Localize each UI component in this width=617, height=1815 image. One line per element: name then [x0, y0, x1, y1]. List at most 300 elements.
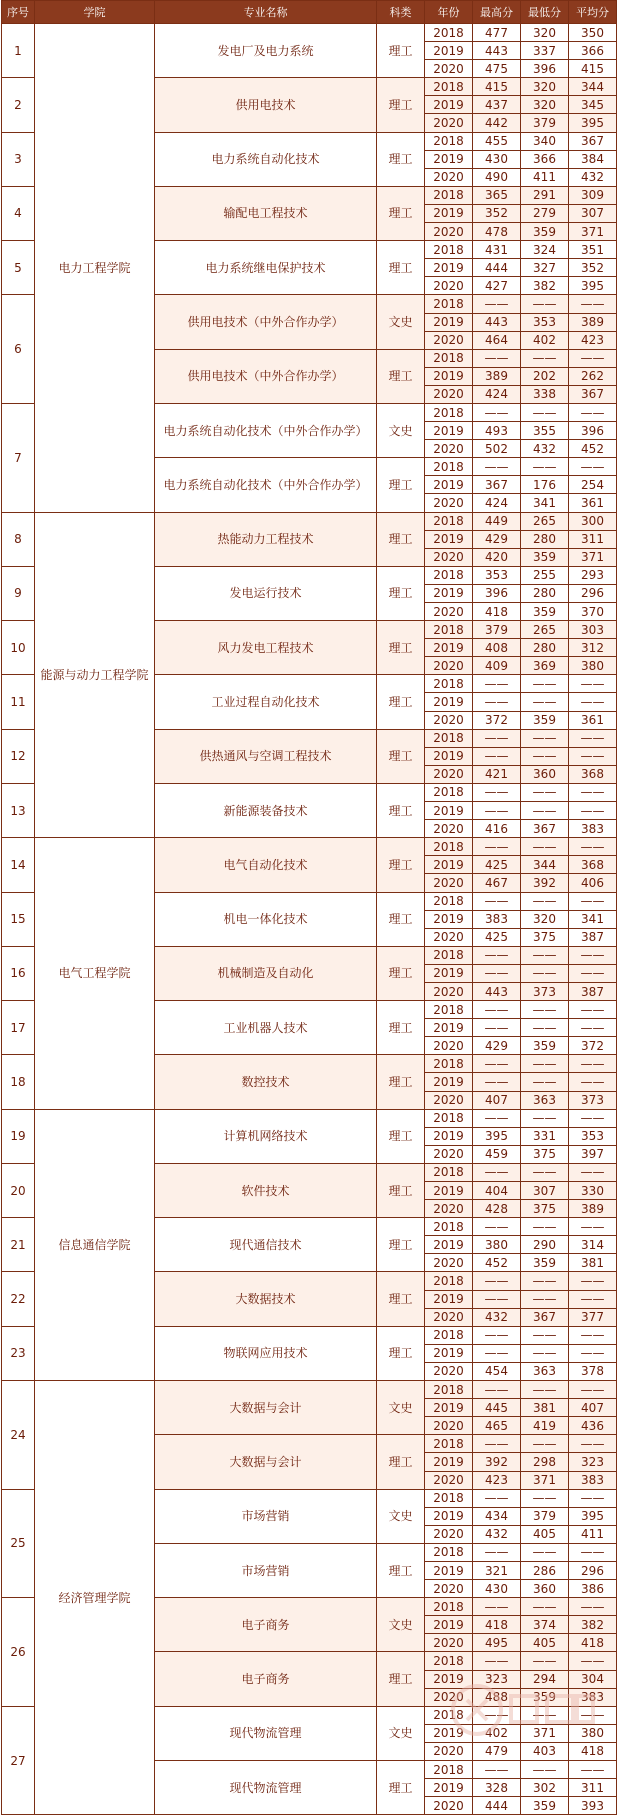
min-score-cell: 371: [521, 1471, 569, 1489]
year-cell: 2019: [425, 313, 473, 331]
min-score-cell: 359: [521, 1797, 569, 1815]
row-number: 2: [2, 78, 35, 132]
avg-score-cell: 262: [569, 367, 617, 385]
min-score-cell: 337: [521, 42, 569, 60]
max-score-cell: ——: [473, 946, 521, 964]
min-score-cell: 294: [521, 1670, 569, 1688]
table-body: [2, 24, 617, 1815]
max-score-cell: 465: [473, 1417, 521, 1435]
major-name: 发电厂及电力系统: [155, 24, 377, 78]
max-score-cell: 430: [473, 150, 521, 168]
max-score-cell: 467: [473, 874, 521, 892]
year-cell: 2019: [425, 42, 473, 60]
min-score-cell: ——: [521, 1055, 569, 1073]
row-number: 6: [2, 295, 35, 404]
max-score-cell: 415: [473, 78, 521, 96]
avg-score-cell: 423: [569, 331, 617, 349]
min-score-cell: ——: [521, 1163, 569, 1181]
avg-score-cell: 381: [569, 1254, 617, 1272]
year-cell: 2019: [425, 747, 473, 765]
avg-score-cell: ——: [569, 964, 617, 982]
year-cell: 2018: [425, 295, 473, 313]
min-score-cell: ——: [521, 1019, 569, 1037]
min-score-cell: 265: [521, 621, 569, 639]
min-score-cell: 375: [521, 1200, 569, 1218]
avg-score-cell: 309: [569, 186, 617, 204]
max-score-cell: 454: [473, 1362, 521, 1380]
min-score-cell: 320: [521, 910, 569, 928]
subject-category: 理工: [377, 783, 425, 837]
avg-score-cell: 300: [569, 512, 617, 530]
year-cell: 2019: [425, 367, 473, 385]
avg-score-cell: 383: [569, 1471, 617, 1489]
max-score-cell: ——: [473, 783, 521, 801]
row-number: 3: [2, 132, 35, 186]
year-cell: 2018: [425, 892, 473, 910]
table-row: [2, 1109, 617, 1127]
min-score-cell: ——: [521, 349, 569, 367]
min-score-cell: 320: [521, 78, 569, 96]
year-cell: 2018: [425, 349, 473, 367]
avg-score-cell: 395: [569, 277, 617, 295]
year-cell: 2018: [425, 1055, 473, 1073]
year-cell: 2018: [425, 512, 473, 530]
min-score-cell: ——: [521, 964, 569, 982]
min-score-cell: 360: [521, 1580, 569, 1598]
avg-score-cell: ——: [569, 1272, 617, 1290]
avg-score-cell: 377: [569, 1308, 617, 1326]
avg-score-cell: ——: [569, 1435, 617, 1453]
avg-score-cell: ——: [569, 1761, 617, 1779]
min-score-cell: ——: [521, 729, 569, 747]
max-score-cell: 442: [473, 114, 521, 132]
max-score-cell: ——: [473, 1290, 521, 1308]
min-score-cell: ——: [521, 693, 569, 711]
max-score-cell: ——: [473, 458, 521, 476]
subject-category: 理工: [377, 621, 425, 675]
min-score-cell: 324: [521, 241, 569, 259]
avg-score-cell: ——: [569, 1218, 617, 1236]
year-cell: 2019: [425, 1182, 473, 1200]
row-number: 10: [2, 621, 35, 675]
year-cell: 2019: [425, 964, 473, 982]
year-cell: 2020: [425, 1471, 473, 1489]
year-cell: 2018: [425, 783, 473, 801]
avg-score-cell: ——: [569, 1344, 617, 1362]
max-score-cell: ——: [473, 1109, 521, 1127]
max-score-cell: 383: [473, 910, 521, 928]
row-number: 8: [2, 512, 35, 566]
row-number: 19: [2, 1109, 35, 1163]
max-score-cell: ——: [473, 1381, 521, 1399]
avg-score-cell: 350: [569, 24, 617, 42]
year-cell: 2020: [425, 1742, 473, 1760]
min-score-cell: 340: [521, 132, 569, 150]
avg-score-cell: 323: [569, 1453, 617, 1471]
year-cell: 2020: [425, 223, 473, 241]
avg-score-cell: ——: [569, 1290, 617, 1308]
max-score-cell: 379: [473, 621, 521, 639]
avg-score-cell: 330: [569, 1182, 617, 1200]
major-name: 大数据与会计: [155, 1435, 377, 1489]
subject-category: 理工: [377, 24, 425, 78]
min-score-cell: 359: [521, 548, 569, 566]
avg-score-cell: 382: [569, 1616, 617, 1634]
min-score-cell: 432: [521, 440, 569, 458]
major-name: 供热通风与空调工程技术: [155, 729, 377, 783]
max-score-cell: ——: [473, 747, 521, 765]
max-score-cell: ——: [473, 1761, 521, 1779]
year-cell: 2018: [425, 729, 473, 747]
row-number: 1: [2, 24, 35, 78]
avg-score-cell: 303: [569, 621, 617, 639]
max-score-cell: ——: [473, 802, 521, 820]
avg-score-cell: 368: [569, 765, 617, 783]
max-score-cell: 420: [473, 548, 521, 566]
max-score-cell: 425: [473, 856, 521, 874]
avg-score-cell: 395: [569, 1507, 617, 1525]
max-score-cell: ——: [473, 1001, 521, 1019]
avg-score-cell: ——: [569, 1055, 617, 1073]
max-score-cell: ——: [473, 1435, 521, 1453]
max-score-cell: 352: [473, 204, 521, 222]
subject-category: 理工: [377, 1272, 425, 1326]
max-score-cell: 389: [473, 367, 521, 385]
avg-score-cell: 418: [569, 1742, 617, 1760]
major-name: 电气自动化技术: [155, 838, 377, 892]
major-name: 现代物流管理: [155, 1706, 377, 1760]
max-score-cell: 443: [473, 313, 521, 331]
avg-score-cell: ——: [569, 1326, 617, 1344]
min-score-cell: ——: [521, 1543, 569, 1561]
year-cell: 2020: [425, 1634, 473, 1652]
year-cell: 2019: [425, 584, 473, 602]
year-cell: 2020: [425, 1308, 473, 1326]
avg-score-cell: ——: [569, 1489, 617, 1507]
max-score-cell: 409: [473, 657, 521, 675]
min-score-cell: ——: [521, 1073, 569, 1091]
major-name: 风力发电工程技术: [155, 621, 377, 675]
avg-score-cell: 393: [569, 1797, 617, 1815]
min-score-cell: ——: [521, 1290, 569, 1308]
max-score-cell: ——: [473, 403, 521, 421]
row-number: 13: [2, 783, 35, 837]
max-score-cell: ——: [473, 892, 521, 910]
max-score-cell: ——: [473, 295, 521, 313]
avg-score-cell: 406: [569, 874, 617, 892]
avg-score-cell: 351: [569, 241, 617, 259]
year-cell: 2018: [425, 1706, 473, 1724]
year-cell: 2019: [425, 802, 473, 820]
row-number: 20: [2, 1163, 35, 1217]
row-number: 16: [2, 946, 35, 1000]
major-name: 电子商务: [155, 1652, 377, 1706]
max-score-cell: 408: [473, 639, 521, 657]
min-score-cell: 265: [521, 512, 569, 530]
major-name: 电力系统继电保护技术: [155, 241, 377, 295]
min-score-cell: ——: [521, 1381, 569, 1399]
avg-score-cell: ——: [569, 675, 617, 693]
max-score-cell: 432: [473, 1308, 521, 1326]
avg-score-cell: 395: [569, 114, 617, 132]
year-cell: 2018: [425, 1001, 473, 1019]
year-cell: 2020: [425, 1091, 473, 1109]
avg-score-cell: ——: [569, 295, 617, 313]
year-cell: 2018: [425, 186, 473, 204]
subject-category: 文史: [377, 1381, 425, 1435]
row-number: 15: [2, 892, 35, 946]
max-score-cell: 434: [473, 1507, 521, 1525]
header-min-score: 最低分: [521, 1, 569, 24]
college-name: 信息通信学院: [35, 1109, 155, 1380]
subject-category: 理工: [377, 1326, 425, 1380]
year-cell: 2020: [425, 168, 473, 186]
min-score-cell: 369: [521, 657, 569, 675]
year-cell: 2019: [425, 1127, 473, 1145]
max-score-cell: ——: [473, 349, 521, 367]
min-score-cell: 327: [521, 259, 569, 277]
avg-score-cell: ——: [569, 1019, 617, 1037]
row-number: 17: [2, 1001, 35, 1055]
year-cell: 2020: [425, 711, 473, 729]
year-cell: 2020: [425, 928, 473, 946]
year-cell: 2020: [425, 820, 473, 838]
avg-score-cell: ——: [569, 1163, 617, 1181]
max-score-cell: 479: [473, 1742, 521, 1760]
year-cell: 2020: [425, 982, 473, 1000]
year-cell: 2018: [425, 946, 473, 964]
major-name: 工业机器人技术: [155, 1001, 377, 1055]
max-score-cell: 396: [473, 584, 521, 602]
max-score-cell: ——: [473, 1073, 521, 1091]
min-score-cell: 374: [521, 1616, 569, 1634]
max-score-cell: 380: [473, 1236, 521, 1254]
year-cell: 2019: [425, 1779, 473, 1797]
min-score-cell: ——: [521, 838, 569, 856]
max-score-cell: 328: [473, 1779, 521, 1797]
avg-score-cell: 367: [569, 385, 617, 403]
college-name: 能源与动力工程学院: [35, 512, 155, 838]
header-avg-score: 平均分: [569, 1, 617, 24]
subject-category: 文史: [377, 1706, 425, 1760]
year-cell: 2020: [425, 548, 473, 566]
avg-score-cell: 367: [569, 132, 617, 150]
min-score-cell: ——: [521, 802, 569, 820]
subject-category: 理工: [377, 186, 425, 240]
year-cell: 2018: [425, 1652, 473, 1670]
avg-score-cell: 344: [569, 78, 617, 96]
row-number: 18: [2, 1055, 35, 1109]
avg-score-cell: 396: [569, 422, 617, 440]
max-score-cell: 459: [473, 1145, 521, 1163]
year-cell: 2019: [425, 1290, 473, 1308]
max-score-cell: ——: [473, 675, 521, 693]
min-score-cell: 280: [521, 584, 569, 602]
max-score-cell: 495: [473, 1634, 521, 1652]
min-score-cell: 359: [521, 711, 569, 729]
max-score-cell: 432: [473, 1525, 521, 1543]
year-cell: 2019: [425, 1561, 473, 1579]
max-score-cell: 430: [473, 1580, 521, 1598]
min-score-cell: 375: [521, 1145, 569, 1163]
min-score-cell: ——: [521, 1761, 569, 1779]
max-score-cell: 321: [473, 1561, 521, 1579]
subject-category: 文史: [377, 1598, 425, 1652]
year-cell: 2019: [425, 259, 473, 277]
max-score-cell: 424: [473, 385, 521, 403]
max-score-cell: 404: [473, 1182, 521, 1200]
year-cell: 2019: [425, 1724, 473, 1742]
college-name: 经济管理学院: [35, 1381, 155, 1815]
max-score-cell: 418: [473, 1616, 521, 1634]
max-score-cell: 488: [473, 1688, 521, 1706]
min-score-cell: 176: [521, 476, 569, 494]
max-score-cell: ——: [473, 1489, 521, 1507]
max-score-cell: ——: [473, 1326, 521, 1344]
year-cell: 2020: [425, 1797, 473, 1815]
min-score-cell: 298: [521, 1453, 569, 1471]
year-cell: 2018: [425, 1272, 473, 1290]
min-score-cell: ——: [521, 1109, 569, 1127]
min-score-cell: ——: [521, 747, 569, 765]
max-score-cell: ——: [473, 1055, 521, 1073]
college-name: 电气工程学院: [35, 838, 155, 1109]
min-score-cell: 405: [521, 1525, 569, 1543]
min-score-cell: ——: [521, 1001, 569, 1019]
max-score-cell: 365: [473, 186, 521, 204]
avg-score-cell: 371: [569, 548, 617, 566]
max-score-cell: 449: [473, 512, 521, 530]
avg-score-cell: ——: [569, 783, 617, 801]
max-score-cell: 452: [473, 1254, 521, 1272]
min-score-cell: 373: [521, 982, 569, 1000]
year-cell: 2018: [425, 78, 473, 96]
min-score-cell: 367: [521, 820, 569, 838]
subject-category: 理工: [377, 675, 425, 729]
year-cell: 2020: [425, 1254, 473, 1272]
year-cell: 2018: [425, 1598, 473, 1616]
max-score-cell: 392: [473, 1453, 521, 1471]
max-score-cell: 455: [473, 132, 521, 150]
avg-score-cell: 307: [569, 204, 617, 222]
min-score-cell: 392: [521, 874, 569, 892]
min-score-cell: 411: [521, 168, 569, 186]
year-cell: 2018: [425, 621, 473, 639]
year-cell: 2019: [425, 96, 473, 114]
max-score-cell: ——: [473, 693, 521, 711]
major-name: 市场营销: [155, 1543, 377, 1597]
year-cell: 2020: [425, 1525, 473, 1543]
subject-category: 理工: [377, 1163, 425, 1217]
min-score-cell: 355: [521, 422, 569, 440]
major-name: 物联网应用技术: [155, 1326, 377, 1380]
year-cell: 2019: [425, 1453, 473, 1471]
min-score-cell: 405: [521, 1634, 569, 1652]
avg-score-cell: 311: [569, 530, 617, 548]
avg-score-cell: ——: [569, 1652, 617, 1670]
avg-score-cell: 361: [569, 494, 617, 512]
year-cell: 2020: [425, 1145, 473, 1163]
min-score-cell: ——: [521, 675, 569, 693]
year-cell: 2018: [425, 675, 473, 693]
subject-category: 理工: [377, 1001, 425, 1055]
avg-score-cell: ——: [569, 838, 617, 856]
admission-score-table: [1, 0, 617, 1815]
subject-category: 文史: [377, 1489, 425, 1543]
major-name: 发电运行技术: [155, 566, 377, 620]
year-cell: 2018: [425, 132, 473, 150]
min-score-cell: 279: [521, 204, 569, 222]
max-score-cell: 353: [473, 566, 521, 584]
avg-score-cell: 368: [569, 856, 617, 874]
major-name: 电力系统自动化技术（中外合作办学）: [155, 403, 377, 457]
min-score-cell: ——: [521, 1598, 569, 1616]
max-score-cell: 407: [473, 1091, 521, 1109]
year-cell: 2020: [425, 874, 473, 892]
avg-score-cell: 386: [569, 1580, 617, 1598]
max-score-cell: 445: [473, 1399, 521, 1417]
major-name: 软件技术: [155, 1163, 377, 1217]
year-cell: 2020: [425, 331, 473, 349]
row-number: 25: [2, 1489, 35, 1598]
min-score-cell: 341: [521, 494, 569, 512]
college-name: 电力工程学院: [35, 24, 155, 513]
header-no: 序号: [2, 1, 35, 24]
min-score-cell: 419: [521, 1417, 569, 1435]
avg-score-cell: 380: [569, 1724, 617, 1742]
min-score-cell: ——: [521, 1489, 569, 1507]
year-cell: 2019: [425, 1344, 473, 1362]
year-cell: 2018: [425, 1326, 473, 1344]
avg-score-cell: 371: [569, 223, 617, 241]
year-cell: 2020: [425, 114, 473, 132]
major-name: 计算机网络技术: [155, 1109, 377, 1163]
row-number: 14: [2, 838, 35, 892]
avg-score-cell: 341: [569, 910, 617, 928]
min-score-cell: 280: [521, 639, 569, 657]
max-score-cell: 478: [473, 223, 521, 241]
year-cell: 2019: [425, 476, 473, 494]
min-score-cell: 286: [521, 1561, 569, 1579]
year-cell: 2018: [425, 1381, 473, 1399]
year-cell: 2020: [425, 657, 473, 675]
max-score-cell: 431: [473, 241, 521, 259]
year-cell: 2020: [425, 440, 473, 458]
avg-score-cell: ——: [569, 747, 617, 765]
year-cell: 2019: [425, 150, 473, 168]
table-row: [2, 24, 617, 42]
subject-category: 理工: [377, 1218, 425, 1272]
row-number: 4: [2, 186, 35, 240]
max-score-cell: 429: [473, 1037, 521, 1055]
subject-category: 理工: [377, 241, 425, 295]
min-score-cell: 353: [521, 313, 569, 331]
avg-score-cell: ——: [569, 802, 617, 820]
subject-category: 理工: [377, 729, 425, 783]
header-college: 学院: [35, 1, 155, 24]
year-cell: 2019: [425, 1616, 473, 1634]
major-name: 现代通信技术: [155, 1218, 377, 1272]
max-score-cell: ——: [473, 729, 521, 747]
min-score-cell: 359: [521, 603, 569, 621]
max-score-cell: ——: [473, 1218, 521, 1236]
min-score-cell: 320: [521, 96, 569, 114]
year-cell: 2019: [425, 1507, 473, 1525]
year-cell: 2018: [425, 1163, 473, 1181]
avg-score-cell: 353: [569, 1127, 617, 1145]
header-row: [2, 1, 617, 24]
max-score-cell: 502: [473, 440, 521, 458]
